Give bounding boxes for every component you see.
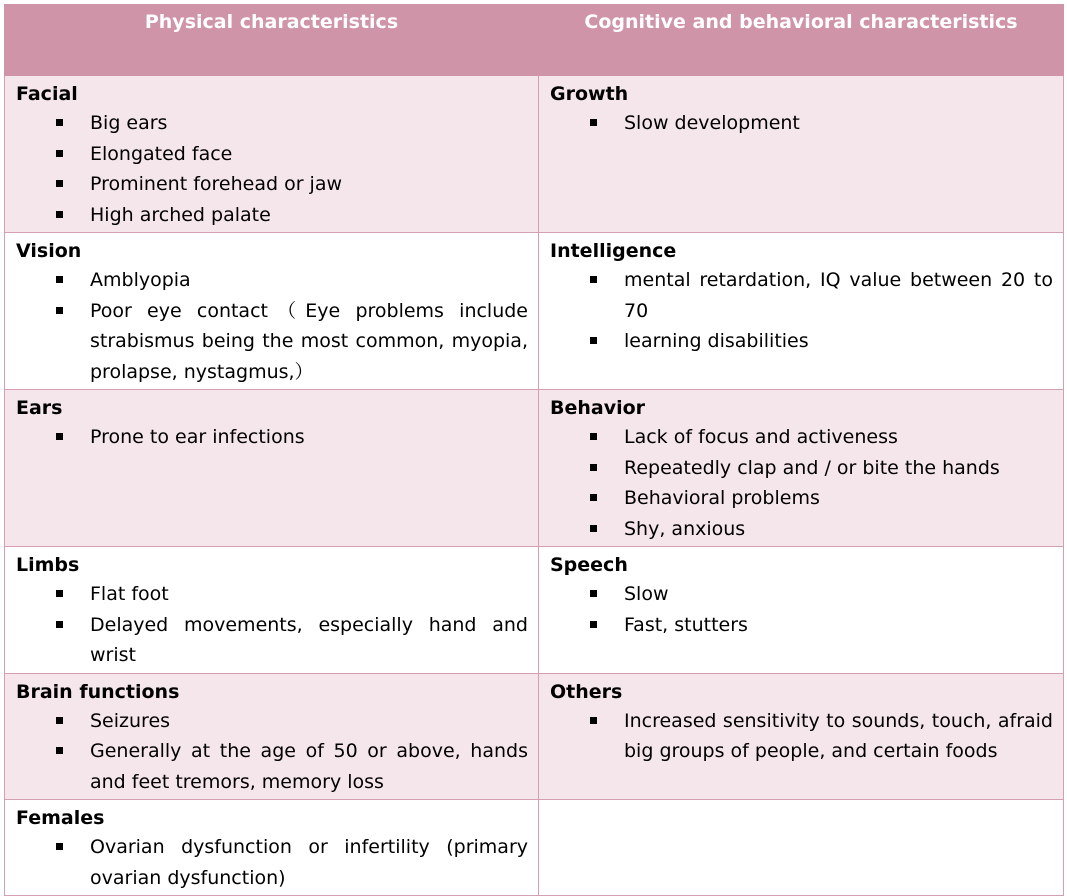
characteristic-list	[550, 108, 1053, 139]
list-item: Seizures	[52, 706, 528, 737]
category-title: Intelligence	[550, 240, 677, 262]
physical-cell	[5, 547, 539, 674]
cognitive-cell	[539, 76, 1064, 233]
list-item: Prone to ear infections	[52, 422, 528, 453]
table-body	[5, 76, 1064, 896]
list-item: mental retardation, IQ value between 20 to 70	[586, 265, 1053, 326]
list-item: Flat foot	[52, 579, 528, 610]
category-title: Others	[550, 680, 623, 703]
characteristic-list	[16, 579, 528, 671]
physical-cell	[5, 390, 539, 547]
category-title: Ears	[16, 397, 63, 419]
list-item: Ovarian dysfunction or infertility (primary ovarian dysfunction)	[52, 832, 528, 893]
list-item: Elongated face	[52, 139, 528, 170]
list-item: Big ears	[52, 108, 528, 139]
category-title: Growth	[550, 83, 629, 105]
table-row	[5, 233, 1064, 390]
characteristic-list	[550, 265, 1053, 357]
category-title: Brain functions	[16, 680, 180, 703]
characteristic-list	[16, 832, 528, 893]
cognitive-cell	[539, 547, 1064, 674]
list-item: learning disabilities	[586, 326, 1053, 357]
characteristic-list	[16, 108, 528, 230]
physical-cell	[5, 76, 539, 233]
category-title: Speech	[550, 554, 628, 576]
list-item: Repeatedly clap and / or bite the hands	[586, 453, 1053, 484]
cognitive-cell	[539, 673, 1064, 800]
list-item: Slow development	[586, 108, 1053, 139]
characteristics-table	[4, 4, 1064, 896]
characteristic-list	[16, 265, 528, 387]
list-item: Prominent forehead or jaw	[52, 169, 528, 200]
list-item: High arched palate	[52, 200, 528, 231]
characteristic-list	[550, 706, 1053, 767]
cognitive-cell	[539, 233, 1064, 390]
list-item: Delayed movements, especially hand and wrist	[52, 610, 528, 671]
list-item: Fast, stutters	[586, 610, 1053, 641]
table-row	[5, 390, 1064, 547]
category-title: Vision	[16, 240, 82, 262]
characteristic-list	[16, 706, 528, 798]
list-item: Increased sensitivity to sounds, touch, afraid big groups of people, and certain foods	[586, 706, 1053, 767]
list-item: Poor eye contact（Eye problems include strabismus being the most common, myopia, prolapse, nystagmus,）	[52, 296, 528, 388]
characteristic-list	[16, 422, 528, 453]
cognitive-cell	[539, 800, 1064, 896]
cognitive-cell	[539, 390, 1064, 547]
table-row	[5, 673, 1064, 800]
table-row	[5, 547, 1064, 674]
category-title: Females	[16, 807, 105, 829]
list-item: Amblyopia	[52, 265, 528, 296]
characteristic-list	[550, 422, 1053, 544]
list-item: Behavioral problems	[586, 483, 1053, 514]
header-physical: Physical characteristics	[5, 5, 539, 76]
table-row	[5, 76, 1064, 233]
physical-cell	[5, 800, 539, 896]
physical-cell	[5, 233, 539, 390]
list-item: Generally at the age of 50 or above, hands and feet tremors, memory loss	[52, 736, 528, 797]
list-item: Slow	[586, 579, 1053, 610]
table-row	[5, 800, 1064, 896]
category-title: Limbs	[16, 554, 80, 576]
category-title: Behavior	[550, 397, 646, 419]
header-row	[5, 5, 1064, 76]
header-cognitive: Cognitive and behavioral characteristics	[539, 5, 1064, 76]
list-item: Lack of focus and activeness	[586, 422, 1053, 453]
physical-cell	[5, 673, 539, 800]
category-title: Facial	[16, 83, 78, 105]
characteristic-list	[550, 579, 1053, 640]
list-item: Shy, anxious	[586, 514, 1053, 545]
